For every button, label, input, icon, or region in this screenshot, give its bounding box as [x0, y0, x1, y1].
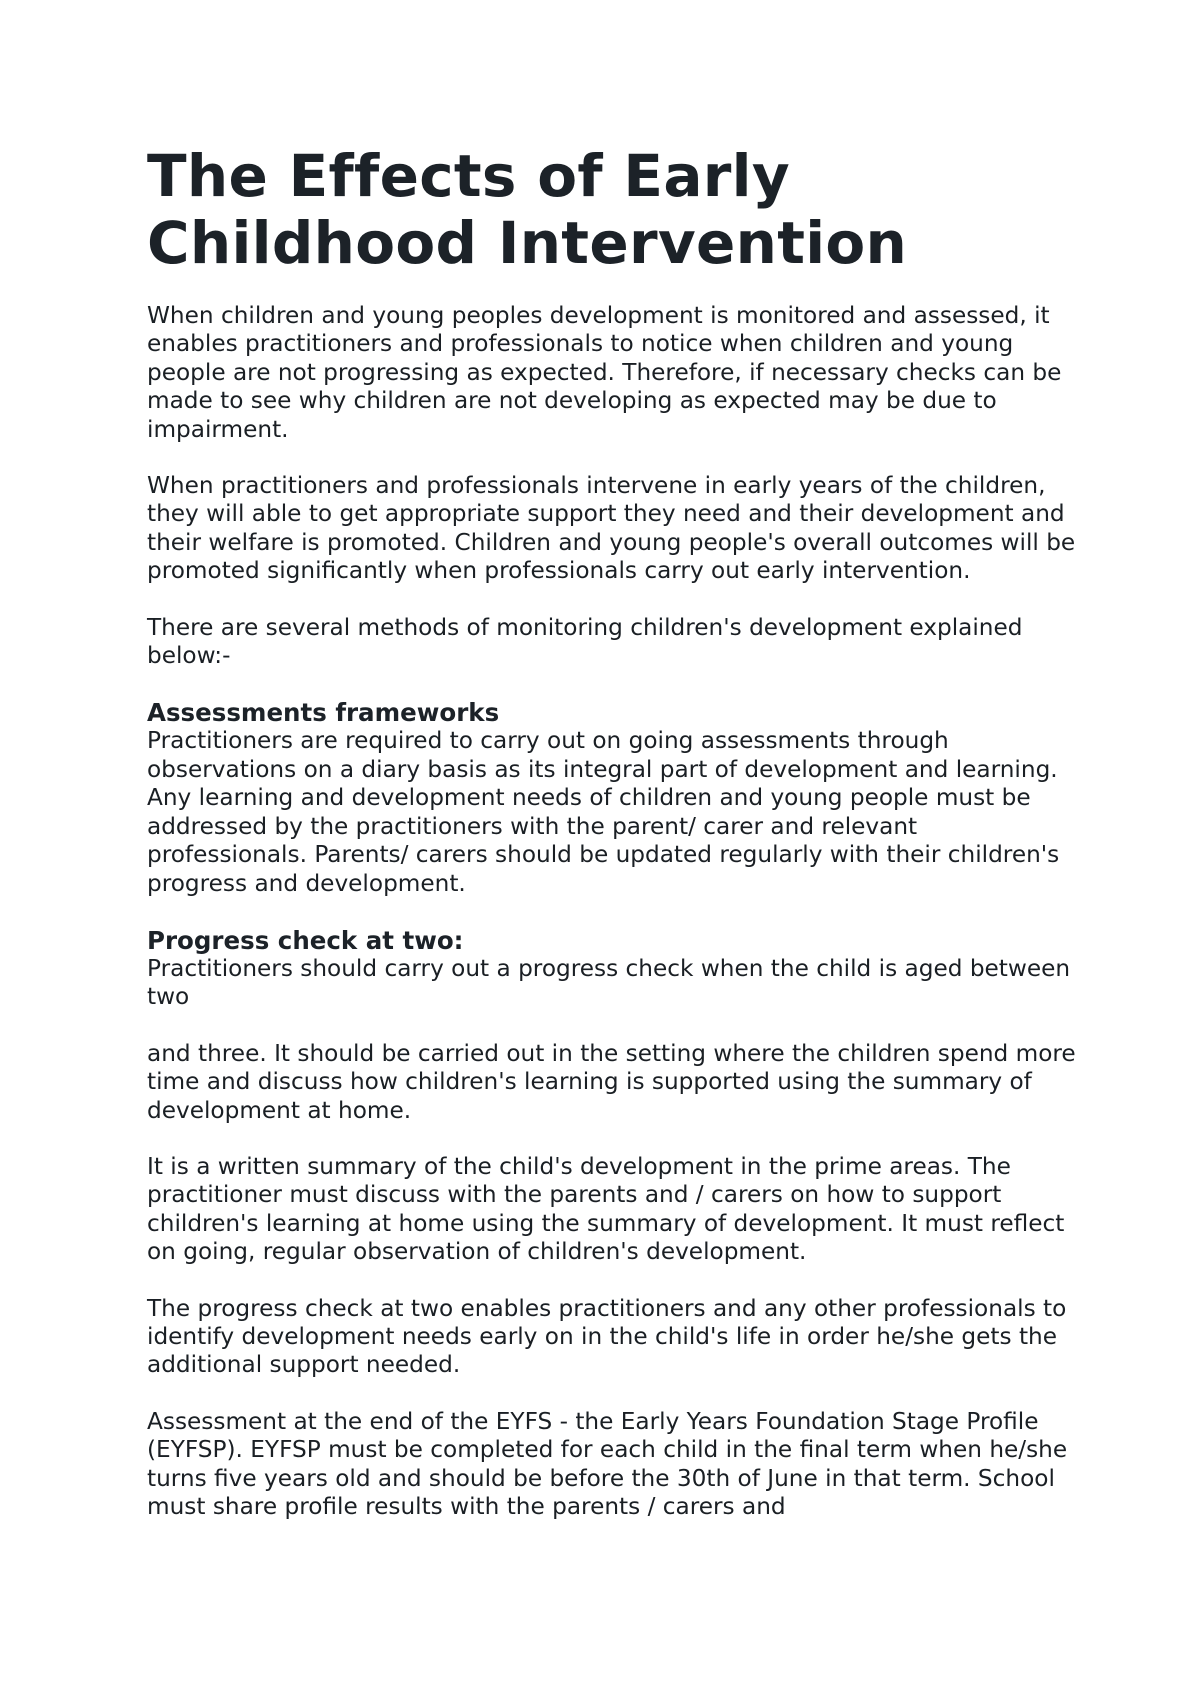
- document-body: [147, 302, 1077, 1521]
- title-line-2: Childhood Intervention: [147, 209, 908, 277]
- section-heading-assessments: Assessments frameworks: [147, 698, 500, 728]
- document-page: [147, 0, 1077, 1549]
- document-title: [147, 0, 1077, 277]
- paragraph-methods: There are several methods of monitoring children's development explained below:-: [147, 613, 1023, 670]
- paragraph-intervention: When practitioners and professionals intervene in early years of the children, they will able to get appropriate support they need and their development and their welfare is promoted. Children and young people's overall outcomes will be promoted significantly when professionals carry out early intervention.: [147, 472, 1076, 585]
- paragraph-intro: When children and young peoples development is monitored and assessed, it enables practitioners and professionals to notice when children and young people are not progressing as expected. Therefore, if necessary checks can be made to see why children are not developing as expected may be due to impairment.: [147, 302, 1062, 443]
- title-line-1: The Effects of Early: [147, 142, 790, 210]
- paragraph-written-summary: It is a written summary of the child's development in the prime areas. The practitioner must discuss with the parents and / carers on how to support children's learning at home using the summary of development. It must reflect on going, regular observation of children's development.: [147, 1152, 1065, 1266]
- section-text-assessments: Practitioners are required to carry out on going assessments through observations on a diary basis as its integral part of development and learning. Any learning and development needs of children and young people must be addressed by the practitioners with the parent/ carer and relevant professionals. Parents/ carers should be updated regularly with their children's progress and development.: [147, 727, 1060, 897]
- section-heading-progress-check: Progress check at two:: [147, 925, 464, 955]
- section-text-progress-check: Practitioners should carry out a progress check when the child is aged between two: [147, 954, 1071, 1011]
- paragraph-progress-check-benefits: The progress check at two enables practitioners and any other professionals to identify development needs early on in the child's life in order he/she gets the additional support needed.: [147, 1294, 1067, 1379]
- paragraph-and-three: and three. It should be carried out in the setting where the children spend more time and discuss how children's learning is supported using the summary of development at home.: [147, 1039, 1076, 1124]
- paragraph-eyfsp: Assessment at the end of the EYFS - the Early Years Foundation Stage Profile (EYFSP). EYFSP must be completed for each child in the final term when he/she turns five years old and should be before the 30th of June in that term. School must share profile results with the parents / carers and: [147, 1407, 1068, 1520]
